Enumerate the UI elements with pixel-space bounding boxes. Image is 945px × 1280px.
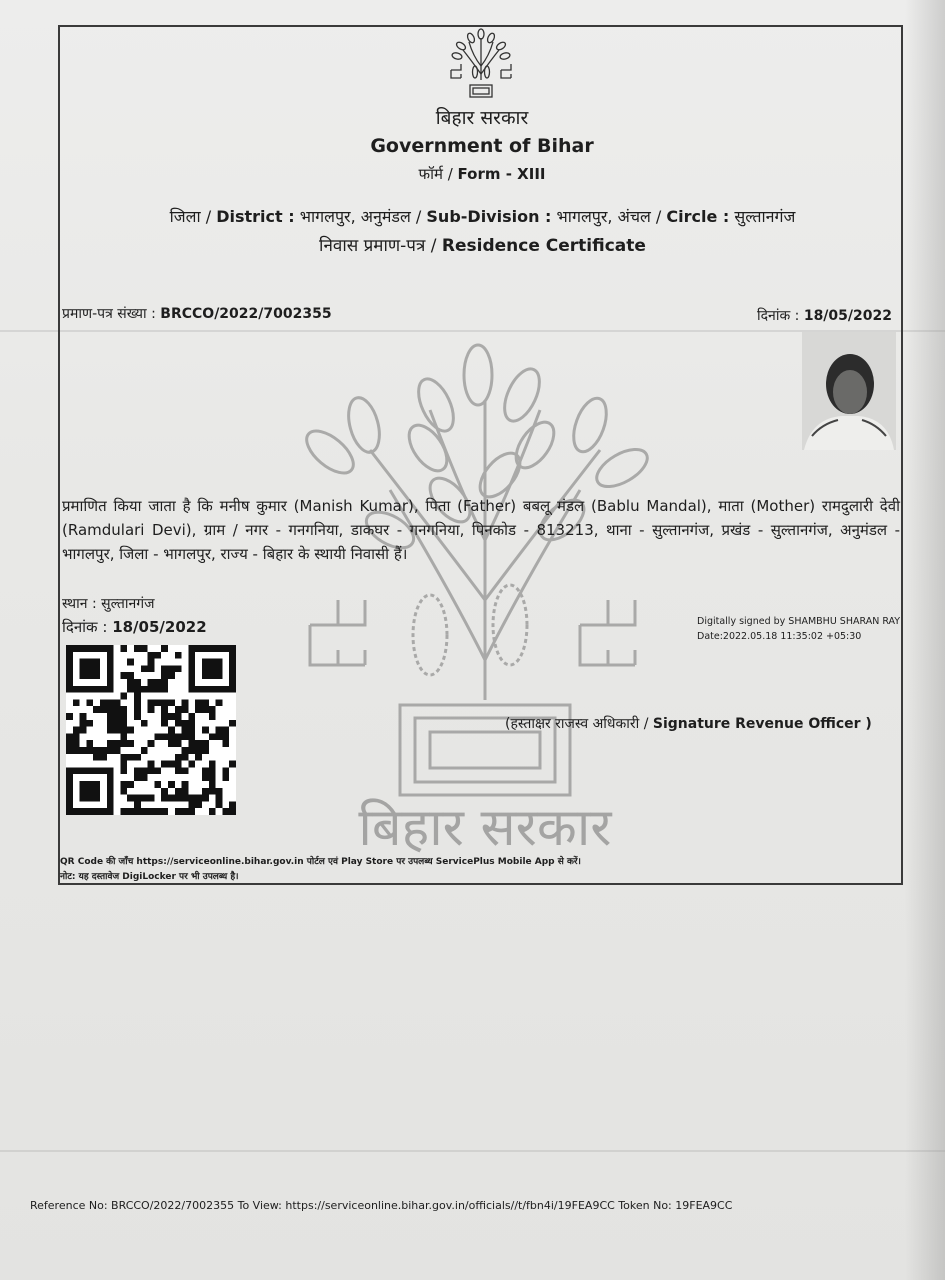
issue-date-label: दिनांक : — [757, 308, 800, 324]
person-silhouette-icon — [802, 332, 896, 450]
issue-date-value: 18/05/2022 — [803, 308, 892, 324]
qr-verification-note: QR Code की जाँच https://serviceonline.bihar.gov.in पोर्टल एवं Play Store पर उपलब्ध ServicePlus Mobile App से करें। — [60, 857, 581, 867]
watermark-text: बिहार सरकार — [358, 798, 612, 858]
district-label-hindi: जिला / — [169, 207, 212, 226]
bodhi-tree-emblem-icon — [443, 28, 519, 102]
bodhi-tree-watermark — [300, 340, 670, 860]
page-shadow — [905, 0, 945, 1280]
form-number — [332, 164, 632, 184]
digital-signature-line: Digitally signed by SHAMBHU SHARAN RAY — [697, 616, 901, 627]
signature-officer-english: Signature Revenue Officer ) — [652, 716, 872, 732]
circle-value: सुल्तानगंज — [734, 207, 796, 226]
subdivision-label: Sub-Division : — [426, 207, 552, 226]
government-title-hindi: बिहार सरकार — [435, 107, 529, 129]
certificate-body: प्रमाणित किया जाता है कि मनीष कुमार (Manish Kumar), पिता (Father) बबलू मंडल (Bablu Mandal), माता (Mother) रामदुलारी देवी (Ramdulari Devi), ग्राम / नगर - गनगनिया, डाकघर - गनगनिया, पिनकोड - 813213, थाना - सुल्तानगंज, प्रखंड - सुल्तानगंज, अनुमंडल - भागलपुर, जिला - भागलपुर, राज्य - बिहार के स्थायी निवासी हैं। — [62, 497, 900, 563]
signature-officer-hindi: (हस्ताक्षर राजस्व अधिकारी / — [505, 716, 649, 732]
government-title-english: Government of Bihar — [370, 135, 594, 157]
signing-date-value: 18/05/2022 — [112, 618, 207, 636]
digital-signature-date: Date:2022.05.18 11:35:02 +05:30 — [697, 631, 862, 642]
fold-line — [0, 1150, 945, 1152]
district-label: District : — [216, 207, 295, 226]
form-label-hindi: फॉर्म / — [418, 165, 453, 183]
district-line — [60, 205, 905, 227]
certificate-number-label: प्रमाण-पत्र संख्या : — [62, 306, 156, 322]
reference-footer: Reference No: BRCCO/2022/7002355 To View: https://serviceonline.bihar.gov.in/officials//t/fbn4i/19FEA9CC Token No: 19FEA9CC — [30, 1199, 733, 1212]
circle-label: Circle : — [666, 207, 730, 226]
applicant-photo — [802, 332, 896, 450]
place: स्थान : सुल्तानगंज — [62, 596, 155, 612]
form-label-english: Form - XIII — [457, 165, 546, 183]
district-value: भागलपुर, अनुमंडल / — [299, 207, 422, 226]
signature-officer — [505, 714, 872, 733]
issue-date — [757, 306, 892, 325]
certificate-title-hindi: निवास प्रमाण-पत्र / — [319, 236, 437, 256]
subdivision-value: भागलपुर, अंचल / — [556, 207, 662, 226]
signing-date — [62, 617, 207, 637]
certificate-title-english: Residence Certificate — [441, 236, 646, 256]
certificate-title — [60, 233, 905, 256]
digilocker-note: नोट: यह दस्तावेज DigiLocker पर भी उपलब्ध है। — [60, 872, 239, 882]
certificate-number — [62, 304, 332, 323]
certificate-number-value: BRCCO/2022/7002355 — [160, 306, 332, 322]
qr-code-icon[interactable] — [66, 645, 236, 815]
signing-date-label: दिनांक : — [62, 618, 108, 636]
